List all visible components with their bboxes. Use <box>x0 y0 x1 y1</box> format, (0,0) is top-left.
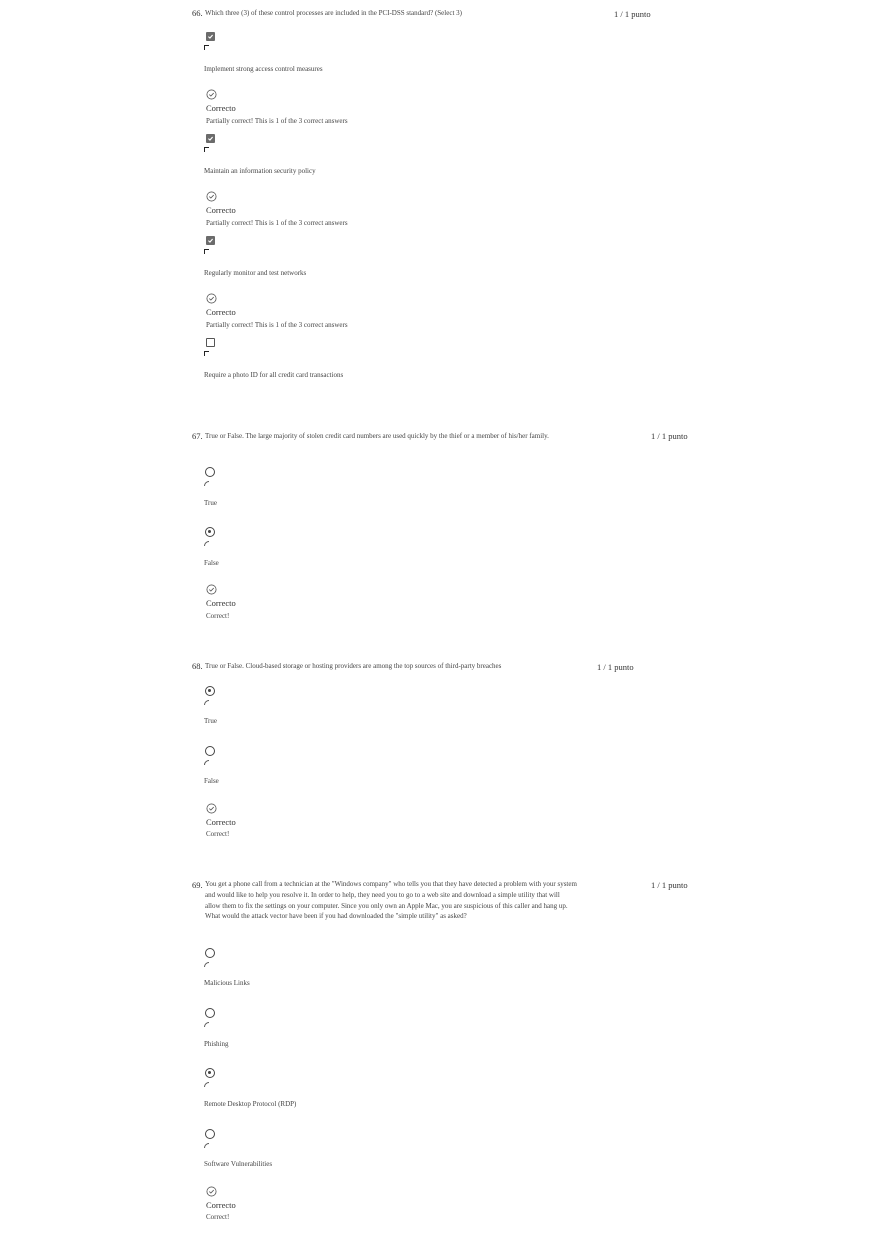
checkbox-native-marker <box>204 351 209 356</box>
radio-unselected-icon[interactable] <box>205 1008 215 1018</box>
check-circle-icon <box>206 584 217 595</box>
checkbox-native-marker <box>204 45 209 50</box>
checkbox-checked-icon[interactable] <box>206 236 215 245</box>
points-badge: 1 / 1 punto <box>651 880 688 890</box>
points-badge: 1 / 1 punto <box>651 431 688 441</box>
feedback-title: Correcto <box>206 205 236 215</box>
feedback-title: Correcto <box>206 817 236 827</box>
option-label[interactable]: Require a photo ID for all credit card transactions <box>204 371 344 379</box>
radio-native-marker <box>204 541 209 546</box>
radio-native-marker <box>204 481 209 486</box>
feedback-title: Correcto <box>206 103 236 113</box>
option-label[interactable]: Regularly monitor and test networks <box>204 269 307 277</box>
option-label[interactable]: True <box>204 499 217 507</box>
radio-unselected-icon[interactable] <box>205 948 215 958</box>
question-number: 66. <box>192 8 203 18</box>
feedback-title: Correcto <box>206 598 236 608</box>
feedback-text: Partially correct! This is 1 of the 3 correct answers <box>206 321 348 329</box>
feedback-text: Correct! <box>206 1213 230 1221</box>
option-label[interactable]: Malicious Links <box>204 979 250 987</box>
points-badge: 1 / 1 punto <box>597 662 634 672</box>
radio-native-marker <box>204 700 209 705</box>
option-label[interactable]: Implement strong access control measures <box>204 65 323 73</box>
question-number: 67. <box>192 431 203 441</box>
check-circle-icon <box>206 1186 217 1197</box>
radio-native-marker <box>204 1143 209 1148</box>
checkbox-checked-icon[interactable] <box>206 32 215 41</box>
checkbox-native-marker <box>204 249 209 254</box>
checkbox-unchecked-icon[interactable] <box>206 338 215 347</box>
checkbox-native-marker <box>204 147 209 152</box>
option-label[interactable]: False <box>204 559 219 567</box>
check-circle-icon <box>206 89 217 100</box>
radio-selected-icon[interactable] <box>205 686 215 696</box>
question-text: Which three (3) of these control processes are included in the PCI-DSS standard? (Select 3) <box>205 9 462 17</box>
radio-native-marker <box>204 1082 209 1087</box>
feedback-text: Partially correct! This is 1 of the 3 correct answers <box>206 219 348 227</box>
option-label[interactable]: True <box>204 717 217 725</box>
feedback-text: Partially correct! This is 1 of the 3 correct answers <box>206 117 348 125</box>
option-label[interactable]: False <box>204 777 219 785</box>
question-text: You get a phone call from a technician at the "Windows company" who tells you that they have detected a problem with your system and would like to help you resolve it. In order to help, they need you to go to a web site and download a simple utility that will allow them to fix the settings on your computer. Since you only own an Apple Mac, you are suspicious of this caller and hang up. What would the attack vector have been if you had downloaded the "simple utility" as asked? <box>205 880 577 921</box>
feedback-text: Correct! <box>206 612 230 620</box>
option-label[interactable]: Software Vulnerabilities <box>204 1160 273 1168</box>
question-number: 69. <box>192 880 203 890</box>
radio-unselected-icon[interactable] <box>205 1129 215 1139</box>
radio-native-marker <box>204 962 209 967</box>
option-label[interactable]: Phishing <box>204 1040 229 1048</box>
question-text: True or False. The large majority of stolen credit card numbers are used quickly by the thief or a member of his/her family. <box>205 432 549 440</box>
feedback-title: Correcto <box>206 1200 236 1210</box>
radio-selected-icon[interactable] <box>205 1068 215 1078</box>
check-circle-icon <box>206 803 217 814</box>
check-circle-icon <box>206 293 217 304</box>
checkbox-checked-icon[interactable] <box>206 134 215 143</box>
radio-unselected-icon[interactable] <box>205 746 215 756</box>
feedback-text: Correct! <box>206 830 230 838</box>
radio-native-marker <box>204 1022 209 1027</box>
option-label[interactable]: Remote Desktop Protocol (RDP) <box>204 1100 297 1108</box>
radio-native-marker <box>204 760 209 765</box>
question-text: True or False. Cloud-based storage or hosting providers are among the top sources of third-party breaches <box>205 662 502 670</box>
points-badge: 1 / 1 punto <box>614 9 651 19</box>
feedback-title: Correcto <box>206 307 236 317</box>
question-number: 68. <box>192 661 203 671</box>
radio-selected-icon[interactable] <box>205 527 215 537</box>
check-circle-icon <box>206 191 217 202</box>
radio-unselected-icon[interactable] <box>205 467 215 477</box>
option-label[interactable]: Maintain an information security policy <box>204 167 316 175</box>
